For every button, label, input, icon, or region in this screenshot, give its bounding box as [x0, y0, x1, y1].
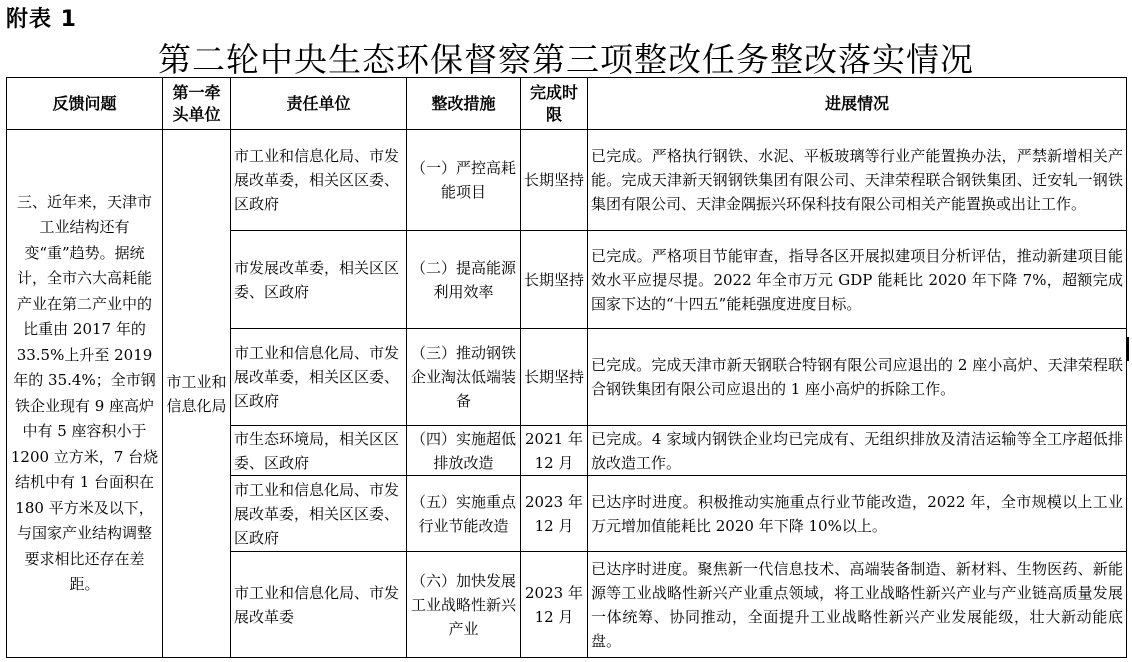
responsible-cell: 市工业和信息化局、市发展改革委，相关区区委、区政府 — [231, 476, 407, 552]
header-progress: 进展情况 — [588, 78, 1127, 130]
progress-cell: 已完成。严格执行钢铁、水泥、平板玻璃等行业产能置换办法，严禁新增相关产能。完成天津新天钢钢铁集团有限公司、天津荣程联合钢铁集团、迁安轧一钢铁集团有限公司、天津金隅振兴环保科技有限公司相关产能置换或出让工作。 — [588, 130, 1127, 231]
header-deadline: 完成时限 — [521, 78, 588, 130]
measure-cell: （四）实施超低排放改造 — [407, 426, 521, 476]
lead-unit-cell: 市工业和信息化局 — [163, 130, 231, 658]
responsible-cell: 市工业和信息化局、市发展改革委，相关区区委、区政府 — [231, 130, 407, 231]
responsible-cell: 市工业和信息化局、市发展改革委 — [231, 552, 407, 658]
measure-cell: （二）提高能源利用效率 — [407, 231, 521, 329]
deadline-cell: 2021 年 12 月 — [521, 426, 588, 476]
table-row — [7, 130, 1127, 231]
table-header-row — [7, 78, 1127, 130]
deadline-cell: 2023 年 12 月 — [521, 552, 588, 658]
annex-label: 附表 1 — [6, 7, 77, 32]
measure-cell: （六）加快发展工业战略性新兴产业 — [407, 552, 521, 658]
responsible-cell: 市工业和信息化局、市发展改革委，相关区区委、区政府 — [231, 329, 407, 426]
responsible-cell: 市发展改革委，相关区区委、区政府 — [231, 231, 407, 329]
rectification-table — [6, 77, 1127, 658]
measure-cell: （五）实施重点行业节能改造 — [407, 476, 521, 552]
measure-cell: （一）严控高耗能项目 — [407, 130, 521, 231]
document-title: 第二轮中央生态环保督察第三项整改任务整改落实情况 — [158, 40, 974, 79]
progress-cell: 已完成。严格项目节能审查，指导各区开展拟建项目分析评估，推动新建项目能效水平应提尽提。2022 年全市万元 GDP 能耗比 2020 年下降 7%，超额完成国家下达的“十四五”能耗强度进度目标。 — [588, 231, 1127, 329]
progress-cell: 已达序时进度。聚焦新一代信息技术、高端装备制造、新材料、生物医药、新能源等工业战略性新兴产业重点领域，将工业战略性新兴产业与产业链高质量发展一体统筹、协同推动，全面提升工业战略性新兴产业发展能级，壮大新动能底盘。 — [588, 552, 1127, 658]
deadline-cell: 长期坚持 — [521, 130, 588, 231]
header-lead-unit: 第一牵头单位 — [163, 78, 231, 130]
progress-cell: 已达序时进度。积极推动实施重点行业节能改造，2022 年，全市规模以上工业万元增加值能耗比 2020 年下降 10%以上。 — [588, 476, 1127, 552]
header-issue: 反馈问题 — [7, 78, 163, 130]
progress-cell: 已完成。4 家域内钢铁企业均已完成有、无组织排放及清洁运输等全工序超低排放改造工作。 — [588, 426, 1127, 476]
deadline-cell: 长期坚持 — [521, 231, 588, 329]
measure-cell: （三）推动钢铁企业淘汰低端装备 — [407, 329, 521, 426]
responsible-cell: 市生态环境局，相关区区委、区政府 — [231, 426, 407, 476]
header-measures: 整改措施 — [407, 78, 521, 130]
feedback-issue-cell: 三、近年来，天津市工业结构还有变“重”趋势。据统计，全市六大高耗能产业在第二产业中的比重由 2017 年的 33.5%上升至 2019 年的 35.4%；全市钢铁企业现有 9 座高炉中有 5 座容积小于 1200 立方米，7 台烧结机中有 1 台面积在 180 平方米及以下，与国家产业结构调整要求相比还存在差距。 — [7, 130, 163, 658]
progress-cell: 已完成。完成天津市新天钢联合特钢有限公司应退出的 2 座小高炉、天津荣程联合钢铁集团有限公司应退出的 1 座小高炉的拆除工作。 — [588, 329, 1127, 426]
deadline-cell: 长期坚持 — [521, 329, 588, 426]
edge-marker — [1126, 337, 1129, 361]
header-responsible: 责任单位 — [231, 78, 407, 130]
deadline-cell: 2023 年 12 月 — [521, 476, 588, 552]
